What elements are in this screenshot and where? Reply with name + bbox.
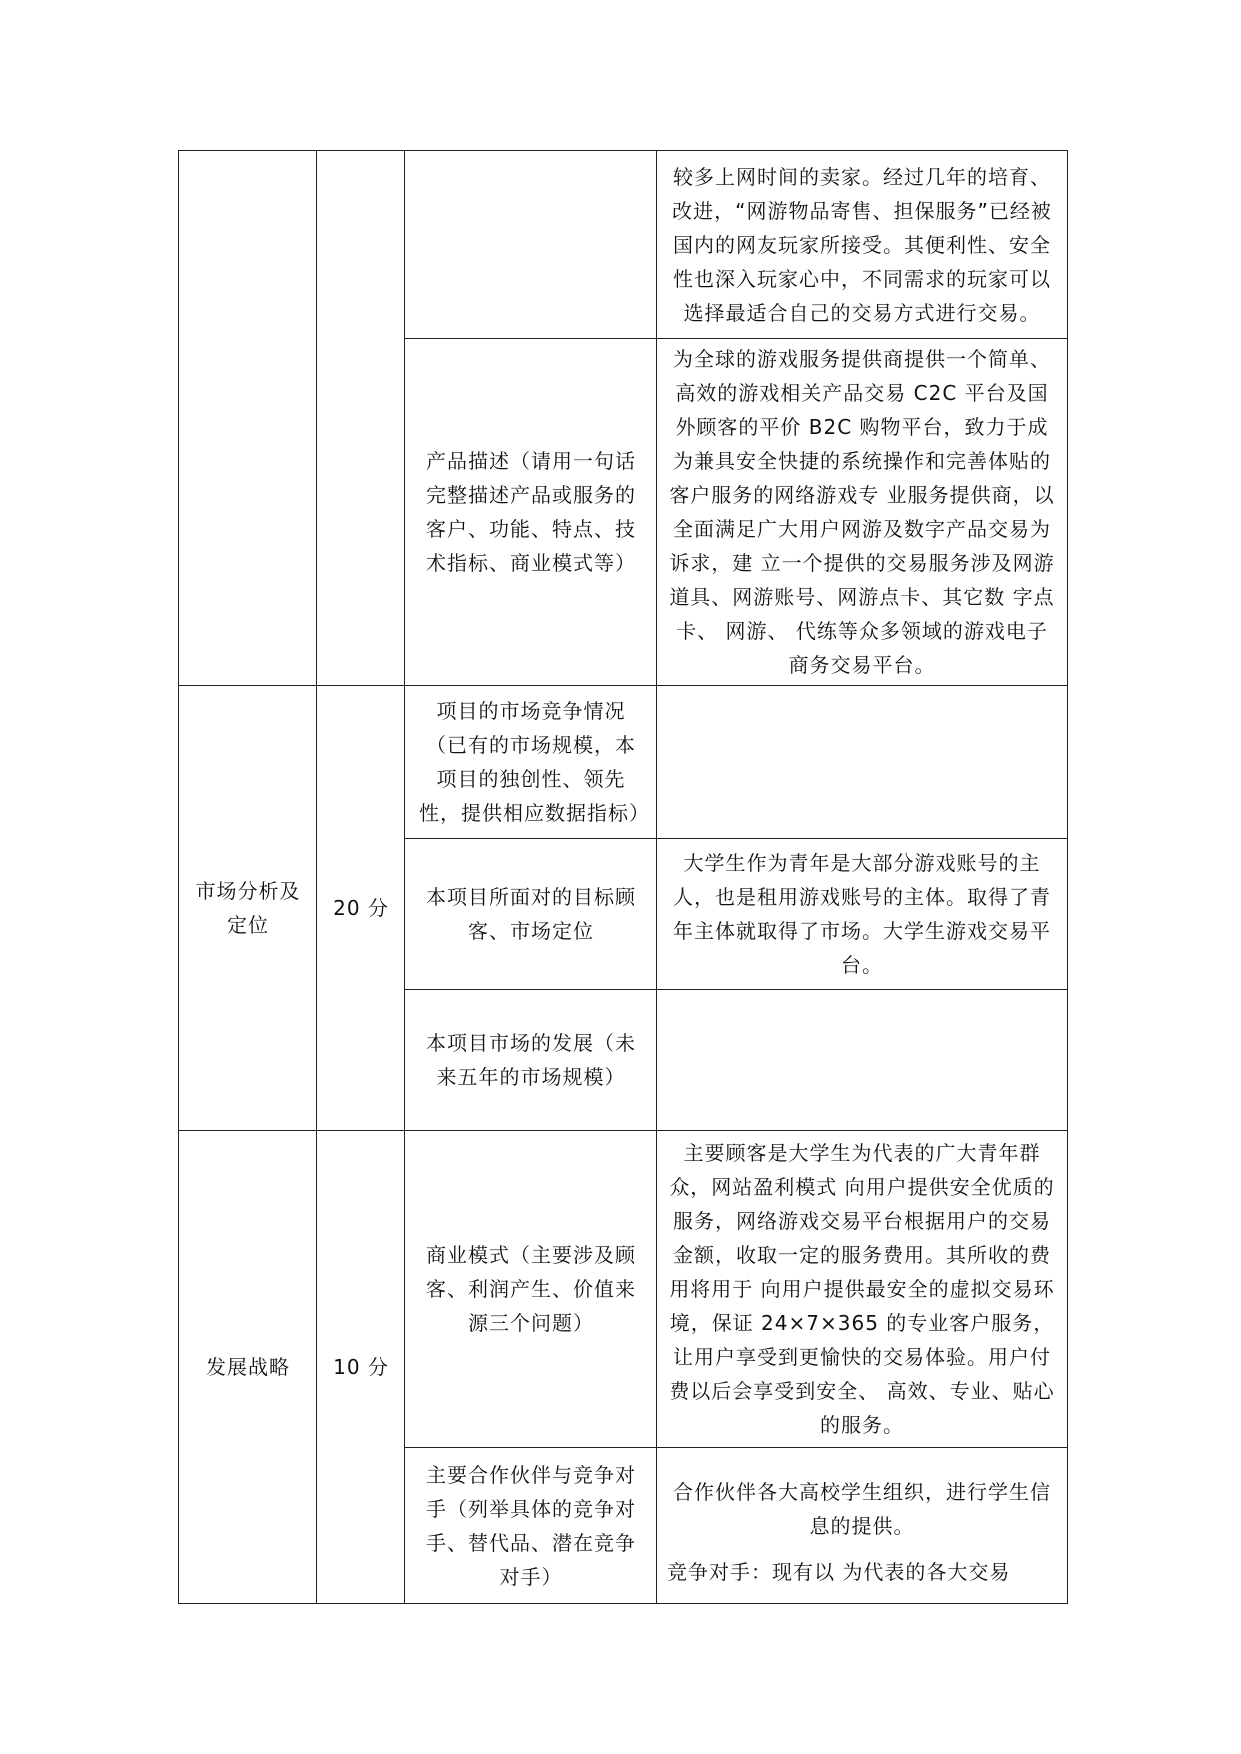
section-label: 市场分析及定位 <box>195 878 301 937</box>
competitor-text: 竞争对手：现有以 为代表的各大交易 <box>667 1559 1011 1584</box>
item-label: 本项目所面对的目标顾客、市场定位 <box>426 884 636 943</box>
business-plan-table <box>178 150 1068 1604</box>
item-label: 本项目市场的发展（未来五年的市场规模） <box>426 1030 636 1089</box>
item-content: 大学生作为青年是大部分游戏账号的主人，也是租用游戏账号的主体。取得了青年主体就取得了市场。大学生游戏交易平台。 <box>673 850 1051 977</box>
item-content: 较多上网时间的卖家。经过几年的培育、改进，“网游物品寄售、担保服务”已经被国内的网友玩家所接受。其便利性、安全性也深入玩家心中，不同需求的玩家可以选择最适合自己的交易方式进行交易。 <box>672 164 1052 325</box>
item-label: 主要合作伙伴与竞争对手（列举具体的竞争对手、替代品、潜在竞争对手） <box>426 1462 636 1589</box>
section-label: 发展战略 <box>206 1355 290 1379</box>
section-score: 20 分 <box>333 895 389 920</box>
section-score: 10 分 <box>333 1355 389 1379</box>
item-content: 主要顾客是大学生为代表的广大青年群众，网站盈利模式 向用户提供安全优质的服务，网络游戏交易平台根据用户的交易金额，收取一定的服务费用。其所收的费用将用于 向用户提供最安全的虚拟交易环境，保证 24×7×365 的专业客户服务，让用户享受到更愉快的交易体验。用户付费以后会享受到安全、 高效、专业、贴心的服务。 <box>669 1140 1055 1437</box>
section-score <box>317 151 405 685</box>
item-label: 项目的市场竞争情况（已有的市场规模，本项目的独创性、领先性，提供相应数据指标） <box>419 698 650 825</box>
item-content <box>657 685 1067 838</box>
item-content <box>657 1447 1067 1604</box>
item-label: 商业模式（主要涉及顾客、利润产生、价值来源三个问题） <box>426 1242 636 1335</box>
item-content: 为全球的游戏服务提供商提供一个简单、高效的游戏相关产品交易 C2C 平台及国外顾客的平价 B2C 购物平台，致力于成为兼具安全快捷的系统操作和完善体贴的客户服务的网络游戏专 业服务提供商，以全面满足广大用户网游及数字产品交易为诉求，建 立一个提供的交易服务涉及网游道具、网游账号、网游点卡、其它数 字点卡、 网游、 代练等众多领域的游戏电子商务交易平台。 <box>669 346 1055 677</box>
item-label: 产品描述（请用一句话完整描述产品或服务的客户、功能、特点、技术指标、商业模式等） <box>426 448 636 575</box>
partner-text: 合作伙伴各大高校学生组织，进行学生信息的提供。 <box>673 1479 1051 1538</box>
item-content <box>657 989 1067 1130</box>
section-label <box>179 151 317 685</box>
item-label <box>405 151 657 338</box>
